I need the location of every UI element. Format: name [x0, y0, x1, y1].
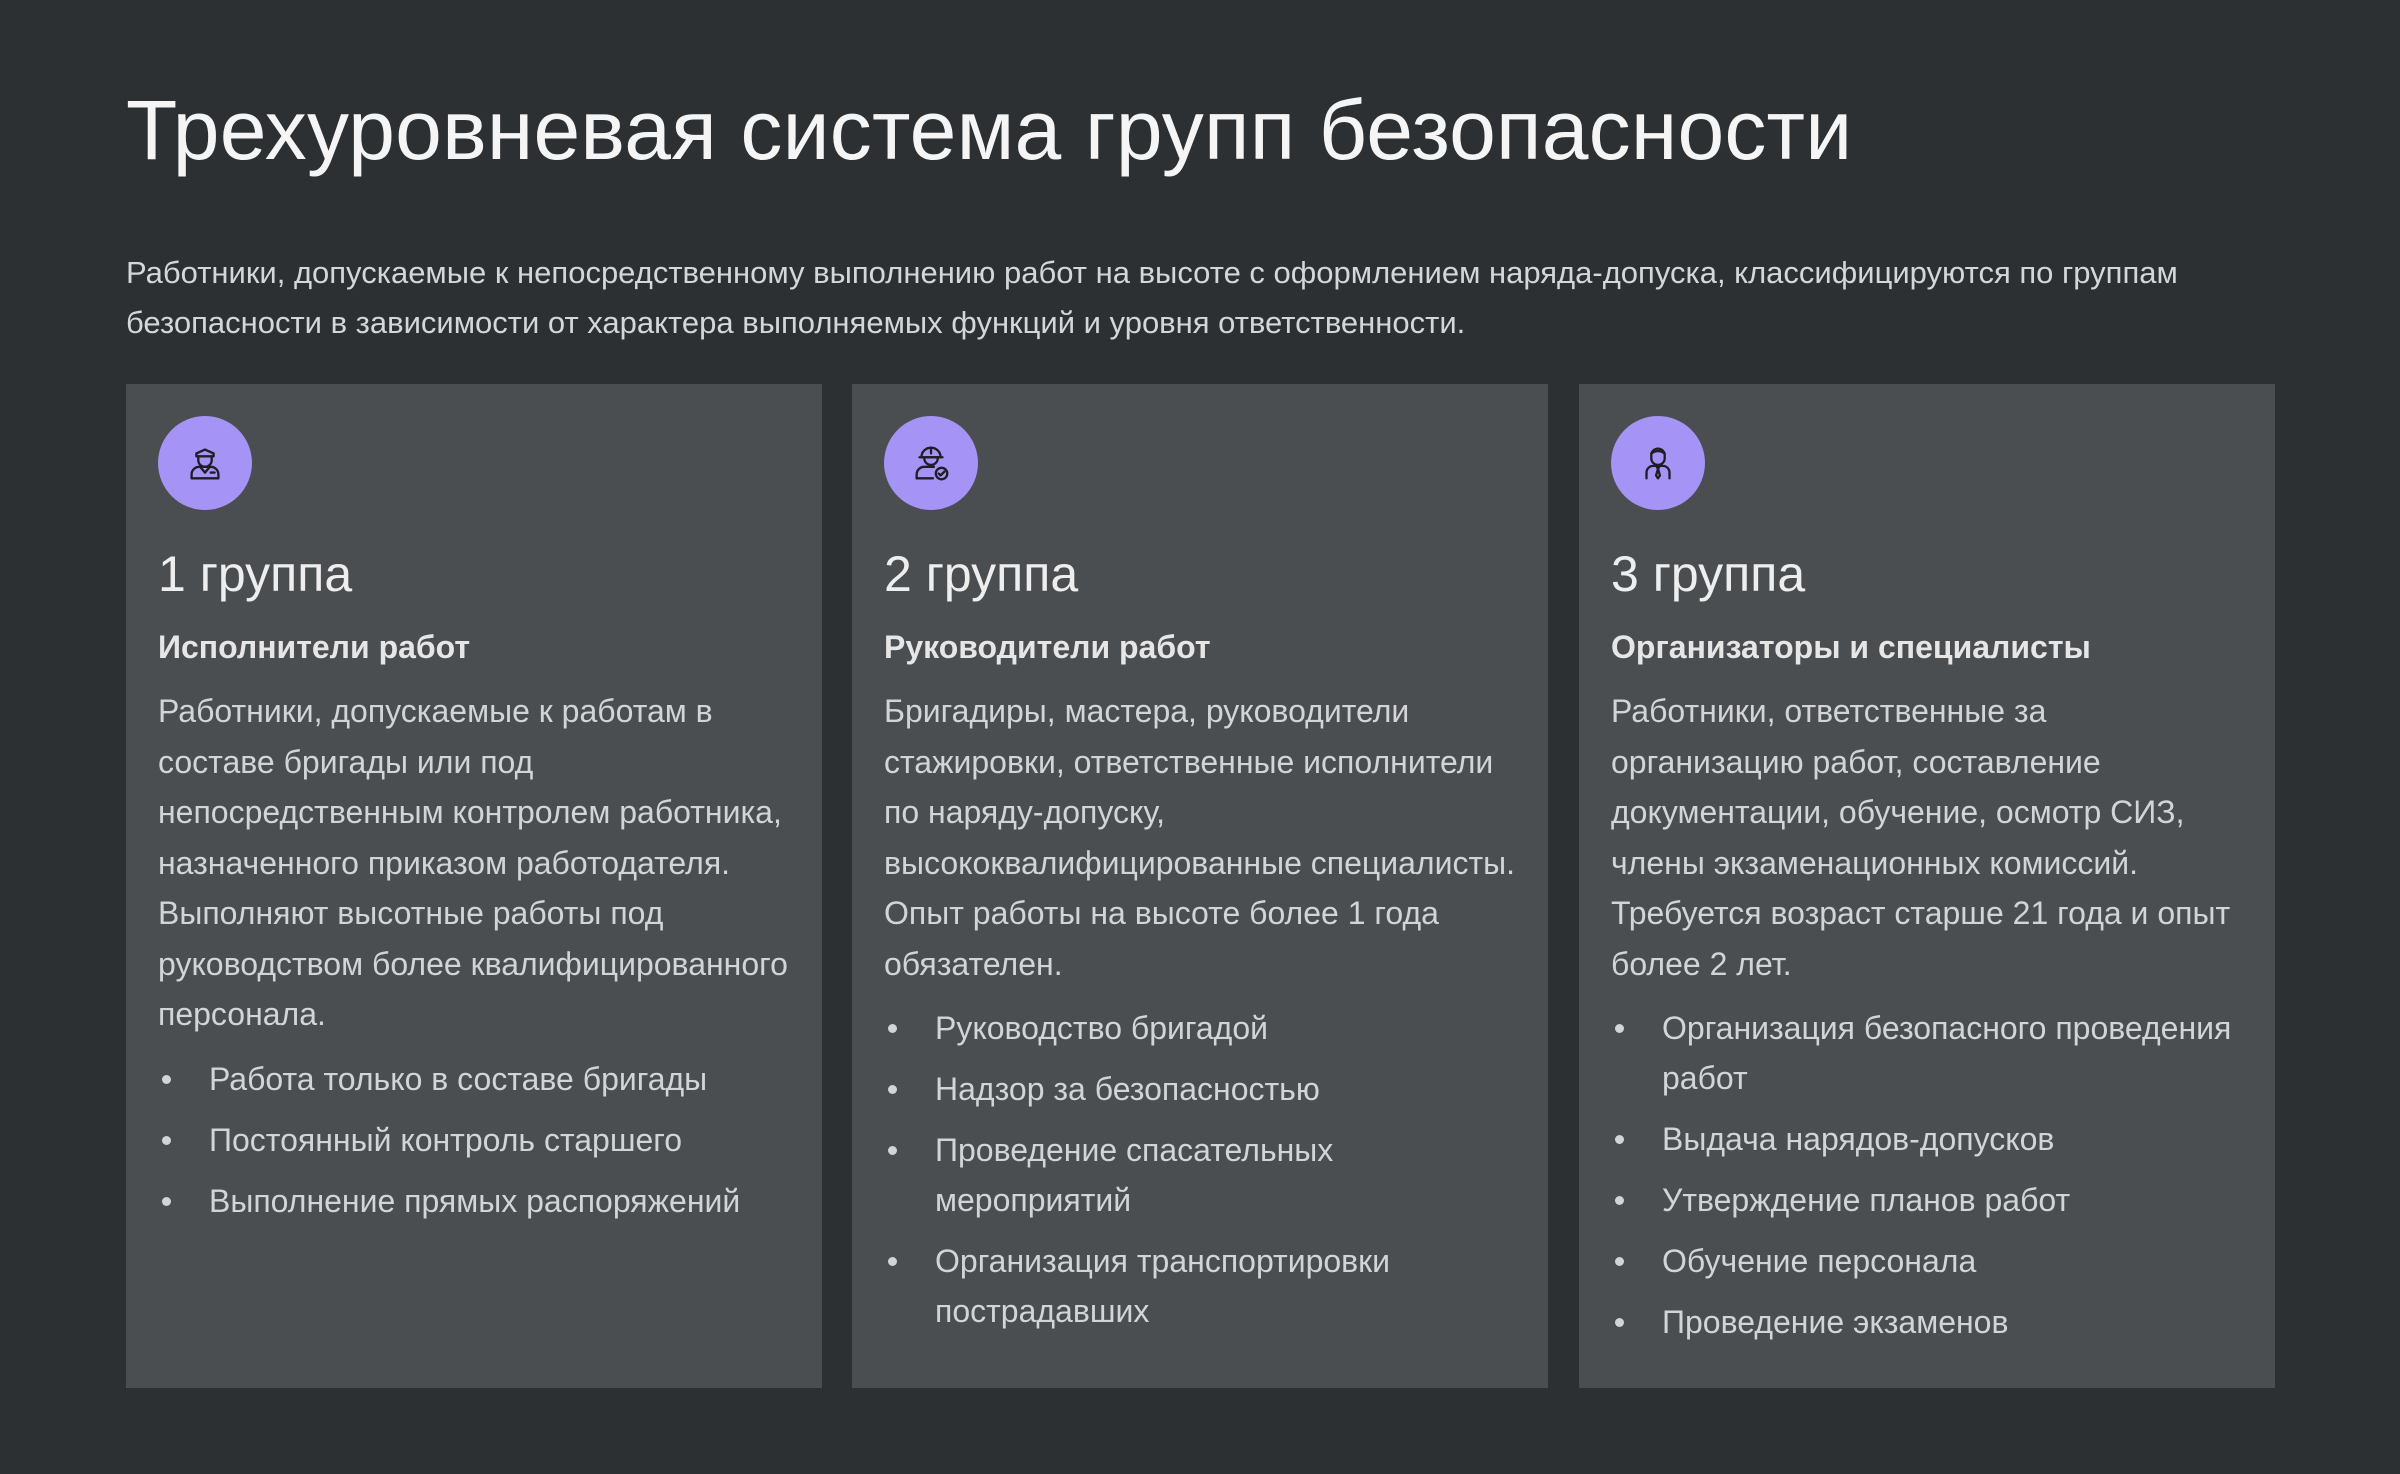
group-description: Бригадиры, мастера, руководители стажировки, ответственные исполнители по наряду-допуску, высококвалифицированные специалисты. Опыт работы на высоте более 1 года обязателен.	[884, 693, 1515, 982]
list-item: Организация транспортировки пострадавших	[884, 1236, 1518, 1336]
bullet-icon	[162, 1136, 171, 1145]
group-role: Организаторы и специалисты	[1611, 629, 2091, 665]
group-role: Исполнители работ	[158, 629, 471, 665]
group-duties-list	[158, 1054, 792, 1226]
list-item: Выполнение прямых распоряжений	[158, 1176, 792, 1226]
list-item: Работа только в составе бригады	[158, 1054, 792, 1104]
worker-icon	[158, 416, 252, 510]
list-item: Организация безопасного проведения работ	[1611, 1003, 2245, 1103]
list-item: Руководство бригадой	[884, 1003, 1518, 1053]
page-title: Трехуровневая система групп безопасности	[126, 83, 1853, 177]
list-item: Обучение персонала	[1611, 1236, 2245, 1286]
group-card-1	[126, 384, 822, 1388]
bullet-icon	[888, 1085, 897, 1094]
specialist-tie-icon	[1611, 416, 1705, 510]
group-card-3	[1579, 384, 2275, 1388]
list-item: Утверждение планов работ	[1611, 1175, 2245, 1225]
group-title: 3 группа	[1611, 546, 1806, 602]
list-item: Проведение экзаменов	[1611, 1297, 2245, 1347]
bullet-icon	[1615, 1135, 1624, 1144]
bullet-icon	[1615, 1257, 1624, 1266]
group-cards	[126, 384, 2274, 1388]
list-item: Надзор за безопасностью	[884, 1064, 1518, 1114]
bullet-icon	[1615, 1196, 1624, 1205]
group-duties-list	[884, 1003, 1518, 1336]
group-duties-list	[1611, 1003, 2245, 1347]
group-title: 2 группа	[884, 546, 1079, 602]
list-item: Проведение спасательных мероприятий	[884, 1125, 1518, 1225]
bullet-icon	[1615, 1024, 1624, 1033]
intro-text: Работники, допускаемые к непосредственному выполнению работ на высоте с оформлением наряда-допуска, классифицируются по группам безопасности в зависимости от характера выполняемых функций и уровня ответственности.	[126, 255, 2178, 340]
group-card-2	[852, 384, 1548, 1388]
group-title: 1 группа	[158, 546, 353, 602]
bullet-icon	[888, 1024, 897, 1033]
list-item: Выдача нарядов-допусков	[1611, 1114, 2245, 1164]
bullet-icon	[162, 1075, 171, 1084]
bullet-icon	[1615, 1318, 1624, 1327]
group-description: Работники, допускаемые к работам в составе бригады или под непосредственным контролем работника, назначенного приказом работодателя. Выполняют высотные работы под руководством более квалифицированного персонала.	[158, 693, 788, 1032]
list-item: Постоянный контроль старшего	[158, 1115, 792, 1165]
supervisor-helmet-check-icon	[884, 416, 978, 510]
bullet-icon	[162, 1197, 171, 1206]
bullet-icon	[888, 1257, 897, 1266]
bullet-icon	[888, 1146, 897, 1155]
group-description: Работники, ответственные за организацию работ, составление документации, обучение, осмотр СИЗ, члены экзаменационных комиссий. Требуется возраст старше 21 года и опыт более 2 лет.	[1611, 693, 2231, 982]
group-role: Руководители работ	[884, 629, 1211, 665]
